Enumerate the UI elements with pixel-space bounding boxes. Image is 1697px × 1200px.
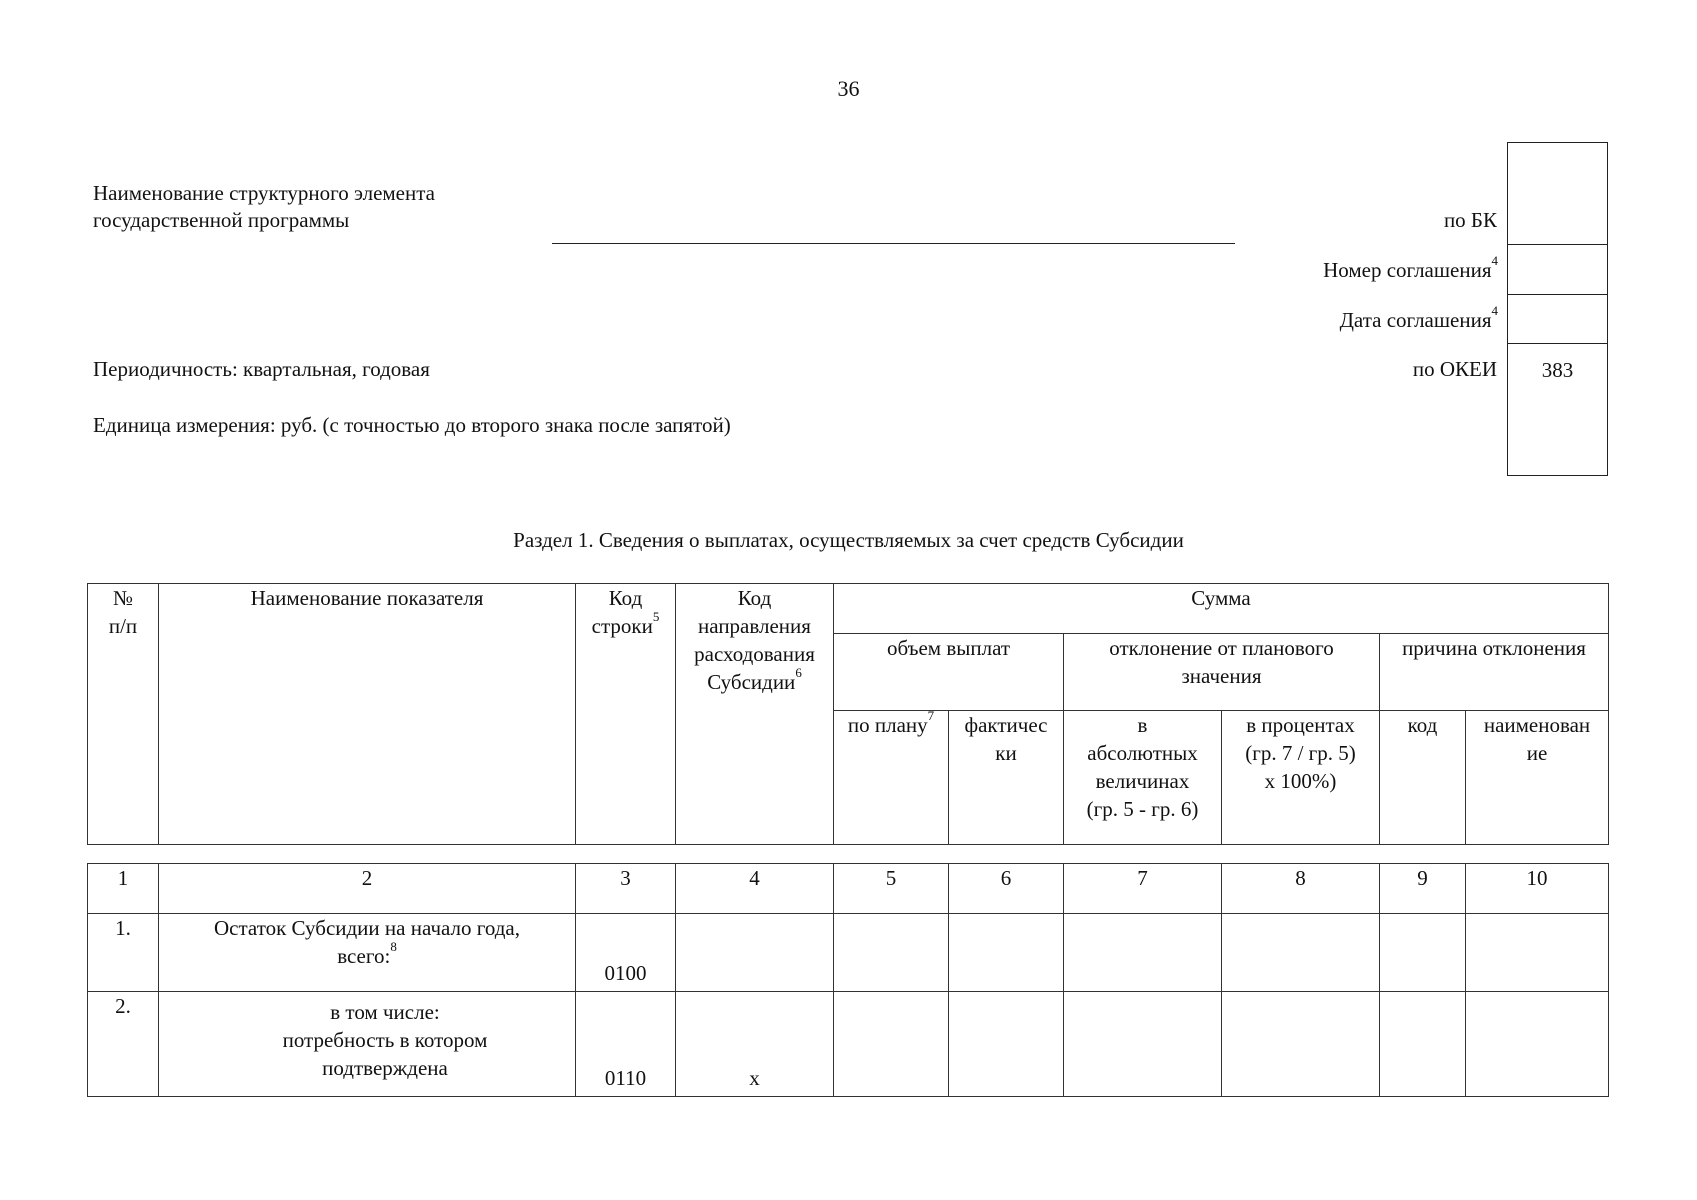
header-num: № п/п — [88, 584, 159, 845]
codes-box — [1507, 142, 1608, 476]
column-number: 10 — [1466, 864, 1609, 914]
row-reason-name-cell[interactable] — [1466, 914, 1609, 992]
row-num: 2. — [88, 992, 159, 1097]
row-direction-cell — [676, 992, 834, 1097]
header-indicator: Наименование показателя — [159, 584, 576, 845]
table-row — [88, 992, 1609, 1097]
unit-label: Единица измерения: руб. (с точностью до второго знака после запятой) — [93, 413, 731, 437]
header-absolute: в абсолютных величинах (гр. 5 - гр. 6) — [1064, 711, 1222, 845]
row-code: 0110 — [604, 1066, 647, 1090]
column-number: 6 — [949, 864, 1064, 914]
bk-label: по БК — [1443, 208, 1497, 232]
element-name-field-line[interactable] — [552, 243, 1235, 244]
agreement-date-label: Дата соглашения$^4$ — [1339, 303, 1498, 332]
page-number: 36 — [837, 76, 860, 101]
column-number: 3 — [576, 864, 676, 914]
header-actual: фактичес ки — [949, 711, 1064, 845]
header-deviation: отклонение от планового значения — [1064, 634, 1380, 711]
codes-divider — [1508, 343, 1607, 344]
column-number: 2 — [159, 864, 576, 914]
periodicity-label: Периодичность: квартальная, годовая — [93, 357, 430, 381]
codes-divider — [1508, 244, 1607, 245]
section-title: Раздел 1. Сведения о выплатах, осуществляемых за счет средств Субсидии — [513, 528, 1184, 552]
column-number: 5 — [834, 864, 949, 914]
row-reason-code-cell[interactable] — [1380, 992, 1466, 1097]
row-deviation-pct-cell[interactable] — [1222, 914, 1380, 992]
header-row-code: Код строки$^5$ — [576, 584, 676, 845]
row-deviation-abs-cell[interactable] — [1064, 992, 1222, 1097]
row-num: 1. — [88, 914, 159, 992]
header-reason-name: наименован ие — [1466, 711, 1609, 845]
row-deviation-abs-cell[interactable] — [1064, 914, 1222, 992]
column-number: 9 — [1380, 864, 1466, 914]
column-number: 8 — [1222, 864, 1380, 914]
row-deviation-pct-cell[interactable] — [1222, 992, 1380, 1097]
column-number: 1 — [88, 864, 159, 914]
header-direction-code: Код направления расходования Субсидии$^6$ — [676, 584, 834, 845]
header-percent: в процентах (гр. 7 / гр. 5) x 100%) — [1222, 711, 1380, 845]
header-table — [87, 583, 1609, 845]
element-name-label-line2: государственной программы — [93, 208, 350, 232]
row-actual-cell[interactable] — [949, 914, 1064, 992]
row-code-cell — [576, 992, 676, 1097]
row-name: в том числе: потребность в котором подтверждена — [159, 992, 576, 1097]
row-reason-name-cell[interactable] — [1466, 992, 1609, 1097]
row-direction: x — [749, 1066, 760, 1090]
okei-value: 383 — [1541, 358, 1574, 382]
row-name: Остаток Субсидии на начало года, всего:$^8$ — [159, 914, 576, 992]
row-code-cell — [576, 914, 676, 992]
header-sum: Сумма — [834, 584, 1609, 634]
row-plan-cell[interactable] — [834, 914, 949, 992]
row-actual-cell[interactable] — [949, 992, 1064, 1097]
header-volume: объем выплат — [834, 634, 1064, 711]
row-code: 0100 — [604, 961, 647, 985]
row-direction-cell[interactable] — [676, 914, 834, 992]
column-numbers-row — [88, 864, 1609, 914]
element-name-label-line1: Наименование структурного элемента — [93, 181, 435, 205]
agreement-number-label: Номер соглашения$^4$ — [1323, 253, 1498, 282]
table-row — [88, 914, 1609, 992]
header-reason-code: код — [1380, 711, 1466, 845]
row-plan-cell[interactable] — [834, 992, 949, 1097]
okei-label: по ОКЕИ — [1412, 357, 1497, 381]
header-reason: причина отклонения — [1380, 634, 1609, 711]
data-table — [87, 863, 1609, 1097]
column-number: 4 — [676, 864, 834, 914]
column-number: 7 — [1064, 864, 1222, 914]
row-reason-code-cell[interactable] — [1380, 914, 1466, 992]
header-plan: по плану$^7$ — [834, 711, 949, 845]
codes-divider — [1508, 294, 1607, 295]
